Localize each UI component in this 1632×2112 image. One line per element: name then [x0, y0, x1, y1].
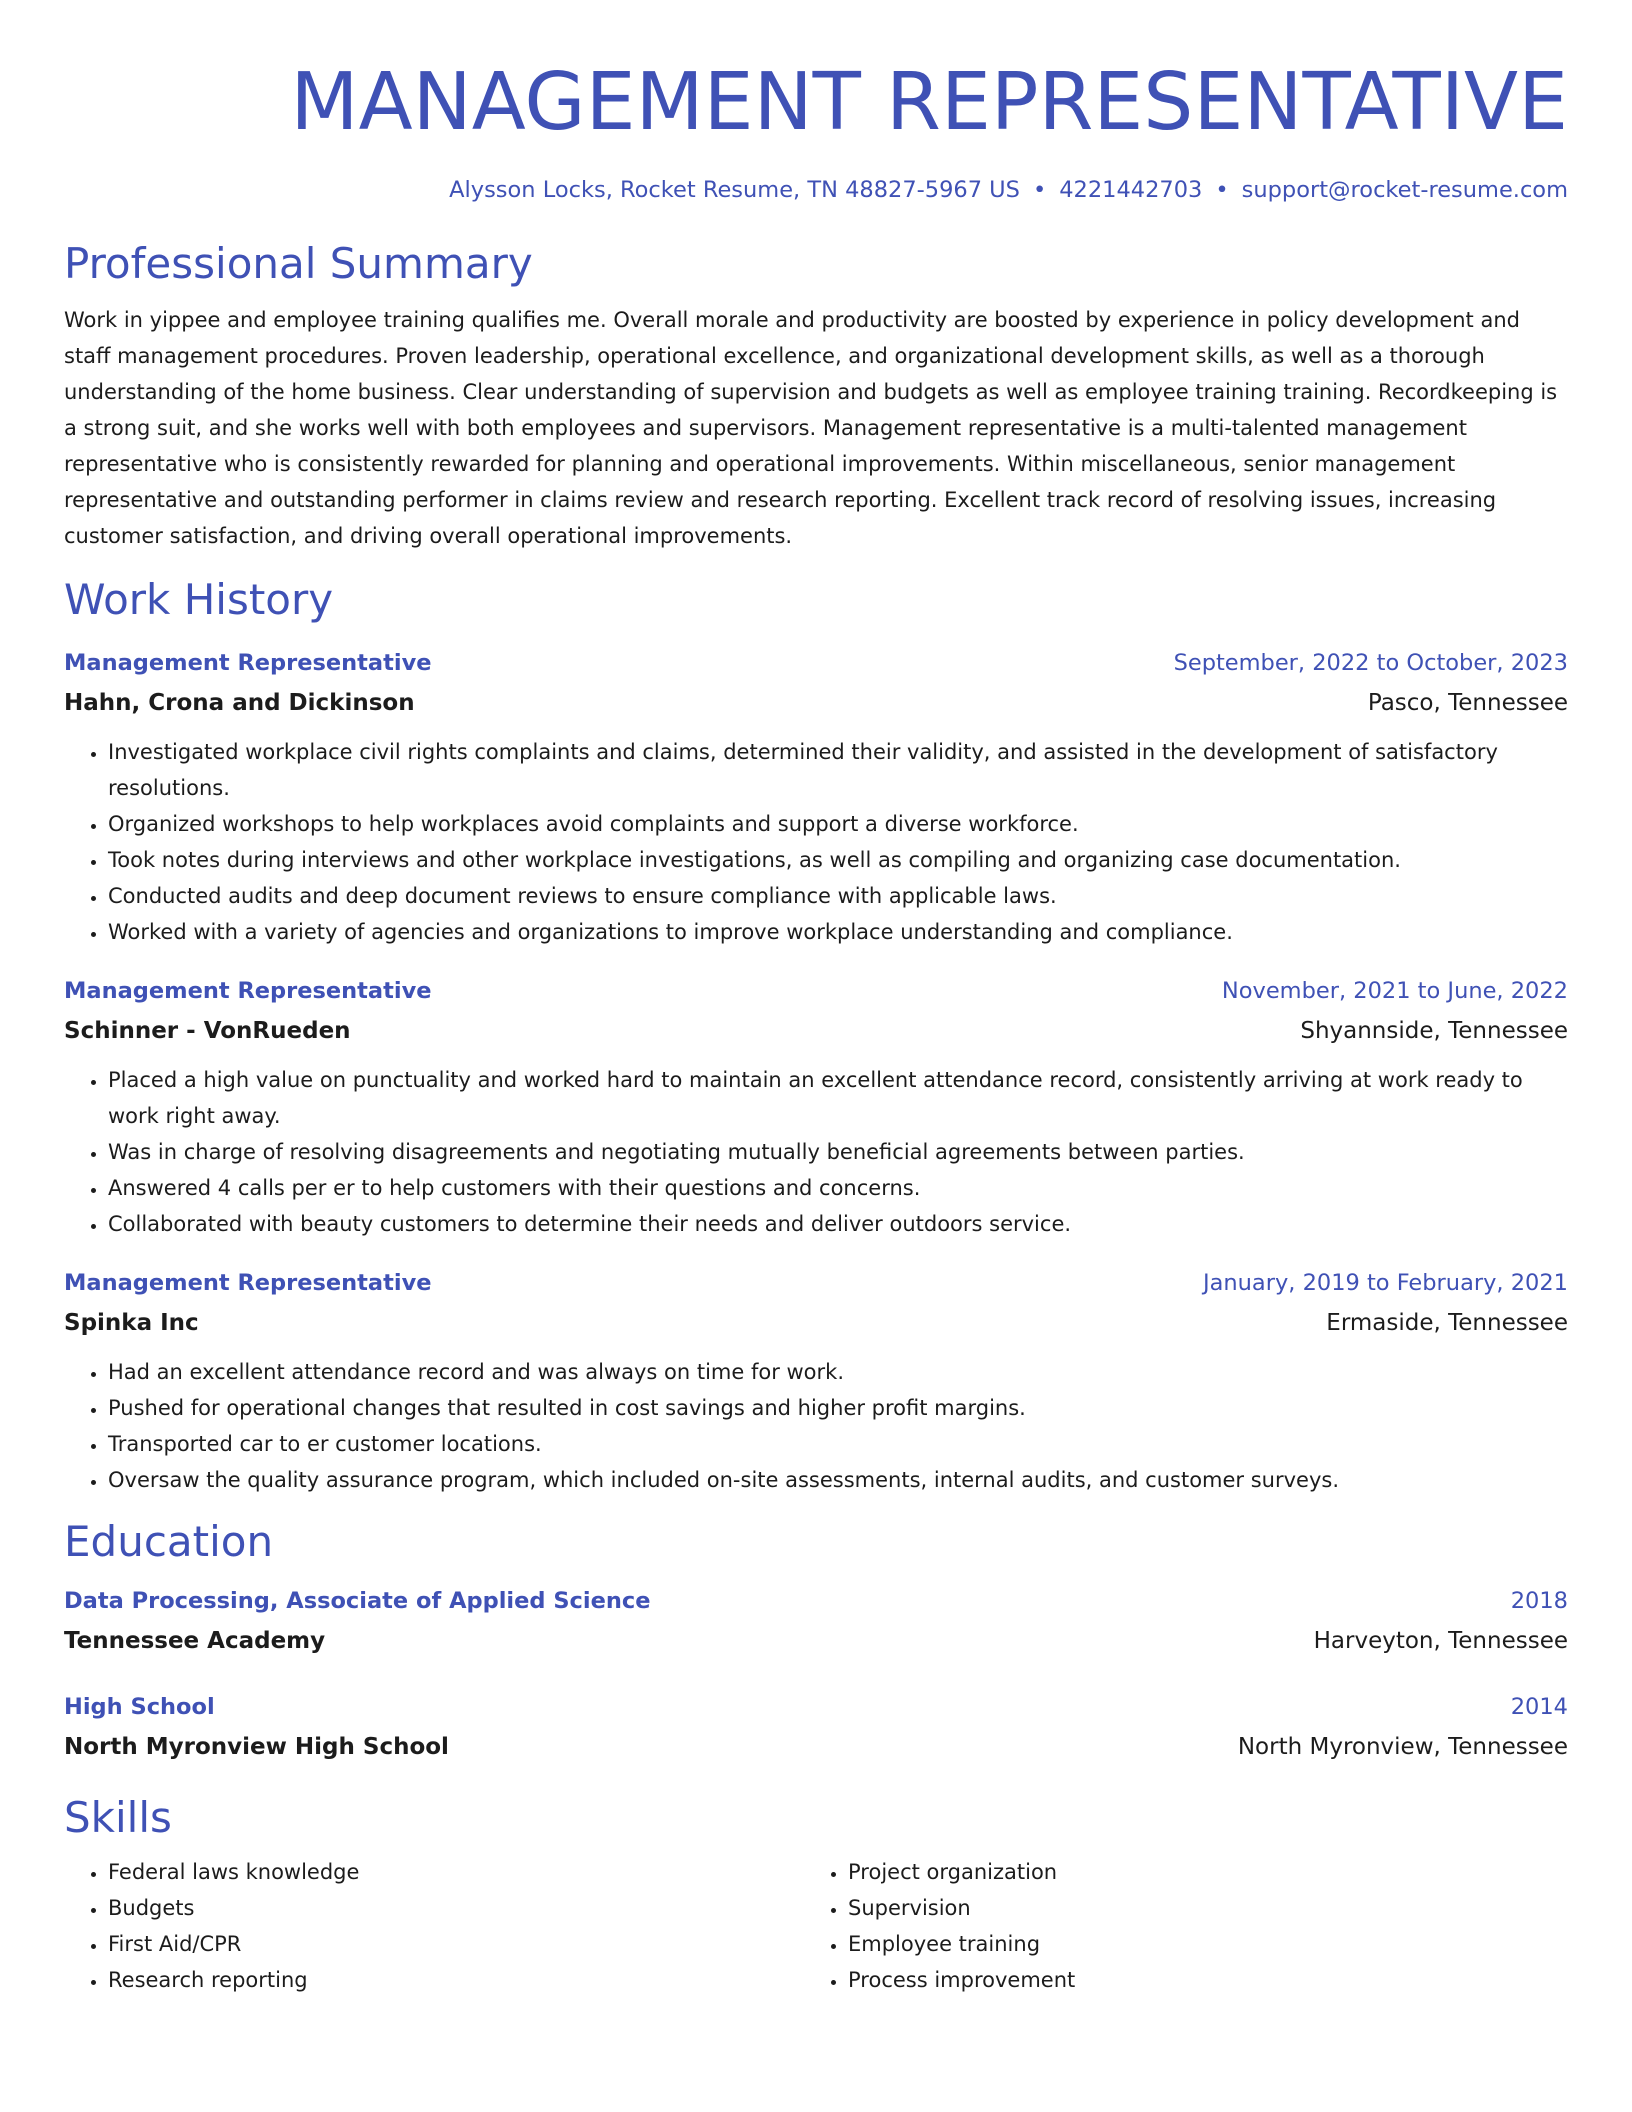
education-header-row	[64, 1582, 1568, 1620]
job-bullets	[64, 1062, 1568, 1242]
job-title: Management Representative	[64, 650, 432, 676]
education-school-row	[64, 1726, 1568, 1768]
job-bullet: • Collaborated with beauty customers to determine their needs and deliver outdoors service.	[108, 1206, 1568, 1242]
skill-item: • Federal laws knowledge	[108, 1854, 804, 1890]
education-heading: Education	[64, 1517, 274, 1566]
skills-heading: Skills	[64, 1793, 172, 1842]
job-bullets	[64, 1354, 1568, 1498]
education-school: North Myronview High School	[64, 1734, 449, 1760]
job-bullet: • Oversaw the quality assurance program, which included on-site assessments, internal audits, and customer surveys.	[108, 1462, 1568, 1498]
job-company: Spinka Inc	[64, 1310, 199, 1336]
skill-item: • Project organization	[848, 1854, 1075, 1890]
contact-address: Alysson Locks, Rocket Resume, TN 48827-5967 US	[449, 177, 1020, 203]
education-school-row	[64, 1620, 1568, 1662]
skill-item: • Research reporting	[108, 1962, 804, 1998]
skill-item: • Budgets	[108, 1890, 804, 1926]
job-bullet: • Pushed for operational changes that resulted in cost savings and higher profit margins.	[108, 1390, 1568, 1426]
job-title: Management Representative	[64, 1270, 432, 1296]
job-company-row	[64, 1010, 1568, 1052]
contact-phone: 4221442703	[1059, 177, 1203, 203]
job-dates: September, 2022 to October, 2023	[1173, 650, 1568, 676]
job-header-row	[64, 644, 1568, 682]
job-bullet: • Had an excellent attendance record and was always on time for work.	[108, 1354, 1568, 1390]
education-header-row	[64, 1688, 1568, 1726]
job-entry	[64, 972, 1568, 1242]
job-company: Hahn, Crona and Dickinson	[64, 690, 415, 716]
contact-separator: •	[1215, 177, 1229, 203]
job-bullet: • Was in charge of resolving disagreements and negotiating mutually beneficial agreements between parties.	[108, 1134, 1568, 1170]
contact-separator: •	[1032, 177, 1047, 203]
education-entry	[64, 1688, 1568, 1768]
education-school: Tennessee Academy	[64, 1628, 326, 1654]
contact-line	[64, 174, 1568, 206]
job-bullet: • Transported car to er customer locations.	[108, 1426, 1568, 1462]
job-header-row	[64, 1264, 1568, 1302]
education-location: Harveyton, Tennessee	[1313, 1628, 1568, 1654]
job-dates: January, 2019 to February, 2021	[1202, 1270, 1568, 1296]
job-title: Management Representative	[64, 978, 432, 1004]
summary-heading: Professional Summary	[64, 239, 533, 288]
job-bullet: • Took notes during interviews and other workplace investigations, as well as compiling and organizing case documentation.	[108, 842, 1568, 878]
job-company-row	[64, 1302, 1568, 1344]
education-year: 2014	[1510, 1694, 1568, 1720]
job-bullet: • Placed a high value on punctuality and worked hard to maintain an excellent attendance record, consistently arriving at work ready to work right away.	[108, 1062, 1568, 1134]
resume-title: MANAGEMENT REPRESENTATIVE	[290, 56, 1568, 148]
job-location: Pasco, Tennessee	[1367, 690, 1568, 716]
education-location: North Myronview, Tennessee	[1237, 1734, 1568, 1760]
skills-list-left	[64, 1854, 804, 1998]
education-year: 2018	[1510, 1588, 1568, 1614]
job-bullet: • Answered 4 calls per er to help customers with their questions and concerns.	[108, 1170, 1568, 1206]
job-entry	[64, 644, 1568, 950]
work-history-heading: Work History	[64, 575, 334, 624]
education-entry	[64, 1582, 1568, 1662]
skill-item: • First Aid/CPR	[108, 1926, 804, 1962]
skill-item: • Process improvement	[848, 1962, 1075, 1998]
job-bullet: • Worked with a variety of agencies and organizations to improve workplace understanding and compliance.	[108, 914, 1568, 950]
job-header-row	[64, 972, 1568, 1010]
skills-columns	[64, 1854, 1568, 1998]
job-company-row	[64, 682, 1568, 724]
summary-text: Work in yippee and employee training qualifies me. Overall morale and productivity are boosted by experience in policy development and staff management procedures. Proven leadership, operational excellence, and organizational development skills, as well as a thorough understanding of the home business. Clear understanding of supervision and budgets as well as employee training training. Recordkeeping is a strong suit, and she works well with both employees and supervisors. Management representative is a multi-talented management representative who is consistently rewarded for planning and operational improvements. Within miscellaneous, senior management representative and outstanding performer in claims review and research reporting. Excellent track record of resolving issues, increasing customer satisfaction, and driving overall operational improvements.	[64, 308, 1558, 548]
job-bullet: • Organized workshops to help workplaces avoid complaints and support a diverse workforce.	[108, 806, 1568, 842]
job-bullet: • Investigated workplace civil rights complaints and claims, determined their validity, and assisted in the development of satisfactory resolutions.	[108, 734, 1568, 806]
skills-list-right	[804, 1854, 1075, 1998]
job-bullets	[64, 734, 1568, 950]
job-location: Ermaside, Tennessee	[1326, 1310, 1568, 1336]
skill-item: • Employee training	[848, 1926, 1075, 1962]
job-entry	[64, 1264, 1568, 1498]
job-bullet: • Conducted audits and deep document reviews to ensure compliance with applicable laws.	[108, 878, 1568, 914]
job-dates: November, 2021 to June, 2022	[1221, 978, 1568, 1004]
education-degree: High School	[64, 1694, 215, 1720]
job-location: Shyannside, Tennessee	[1300, 1018, 1568, 1044]
skill-item: • Supervision	[848, 1890, 1075, 1926]
education-degree: Data Processing, Associate of Applied Science	[64, 1588, 651, 1614]
contact-email[interactable]: support@rocket-resume.com	[1241, 177, 1568, 203]
job-company: Schinner - VonRueden	[64, 1018, 351, 1044]
